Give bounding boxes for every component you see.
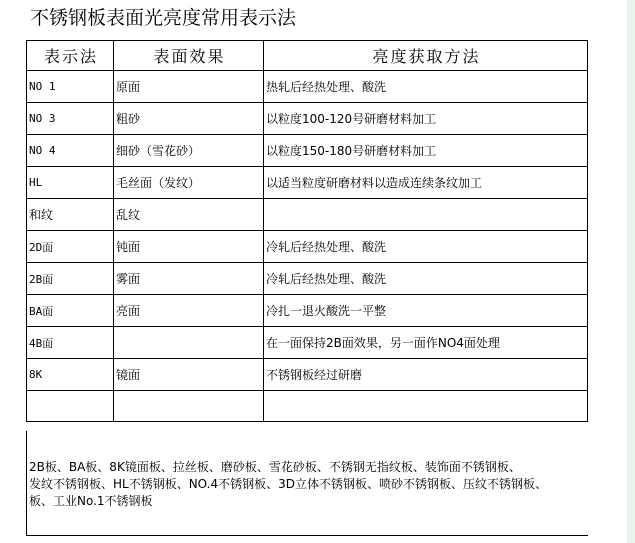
product-list-line: 发纹不锈钢板、HL不锈钢板、NO.4不锈钢板、3D立体不锈钢板、喷砂不锈钢板、压纹不锈钢板、 (29, 477, 547, 491)
product-list-line: 板、工业No.1不锈钢板 (29, 494, 153, 508)
cell-surface-effect: 雾面 (114, 263, 264, 295)
cell-surface-effect (114, 327, 264, 359)
table-row (27, 167, 588, 199)
table-row (27, 263, 588, 295)
table-row (27, 71, 588, 103)
cell-method: 以粒度100-120号研磨材料加工 (264, 103, 588, 135)
cell-notation: 4B面 (27, 327, 114, 359)
cell-method: 冷扎一退火酸洗一平整 (264, 295, 588, 327)
cell-surface-effect: 乱纹 (114, 199, 264, 231)
table-row (27, 103, 588, 135)
cell-notation (27, 391, 114, 422)
cell-notation: 8K (27, 359, 114, 391)
cell-surface-effect: 镜面 (114, 359, 264, 391)
column-header-brightness-method: 亮度获取方法 (264, 41, 588, 71)
product-list-text (29, 459, 635, 510)
cell-surface-effect: 原面 (114, 71, 264, 103)
cell-method: 在一面保持2B面效果，另一面作NO4面处理 (264, 327, 588, 359)
table-row (27, 135, 588, 167)
table-row (27, 231, 588, 263)
cell-method: 冷轧后经热处理、酸洗 (264, 231, 588, 263)
table-header-row (27, 41, 588, 71)
cell-method: 以粒度150-180号研磨材料加工 (264, 135, 588, 167)
cell-surface-effect: 亮面 (114, 295, 264, 327)
column-header-notation: 表示法 (27, 41, 114, 71)
cell-notation: NO 3 (27, 103, 114, 135)
cell-notation: NO 4 (27, 135, 114, 167)
surface-finish-table (26, 40, 588, 422)
cell-surface-effect (114, 391, 264, 422)
cell-method: 不锈钢板经过研磨 (264, 359, 588, 391)
cell-method: 冷轧后经热处理、酸洗 (264, 263, 588, 295)
cell-surface-effect: 细砂（雪花砂） (114, 135, 264, 167)
cell-method: 热轧后经热处理、酸洗 (264, 71, 588, 103)
table-row (27, 359, 588, 391)
cell-notation: 和纹 (27, 199, 114, 231)
product-list-line: 2B板、BA板、8K镜面板、拉丝板、磨砂板、雪花砂板、不锈钢无指纹板、装饰面不锈钢板、 (29, 460, 521, 474)
table-row (27, 327, 588, 359)
table-row (27, 199, 588, 231)
column-header-surface-effect: 表面效果 (114, 41, 264, 71)
cell-notation: 2B面 (27, 263, 114, 295)
cell-method: 以适当粒度研磨材料以造成连续条纹加工 (264, 167, 588, 199)
cell-surface-effect: 钝面 (114, 231, 264, 263)
cell-method (264, 391, 588, 422)
cell-notation: 2D面 (27, 231, 114, 263)
page-title: 不锈钢板表面光亮度常用表示法 (30, 7, 297, 29)
cell-notation: NO 1 (27, 71, 114, 103)
cell-notation: BA面 (27, 295, 114, 327)
cell-surface-effect: 毛丝面（发纹） (114, 167, 264, 199)
cell-notation: HL (27, 167, 114, 199)
table-row (27, 295, 588, 327)
cell-method (264, 199, 588, 231)
table-row-empty (27, 391, 588, 422)
cell-surface-effect: 粗砂 (114, 103, 264, 135)
